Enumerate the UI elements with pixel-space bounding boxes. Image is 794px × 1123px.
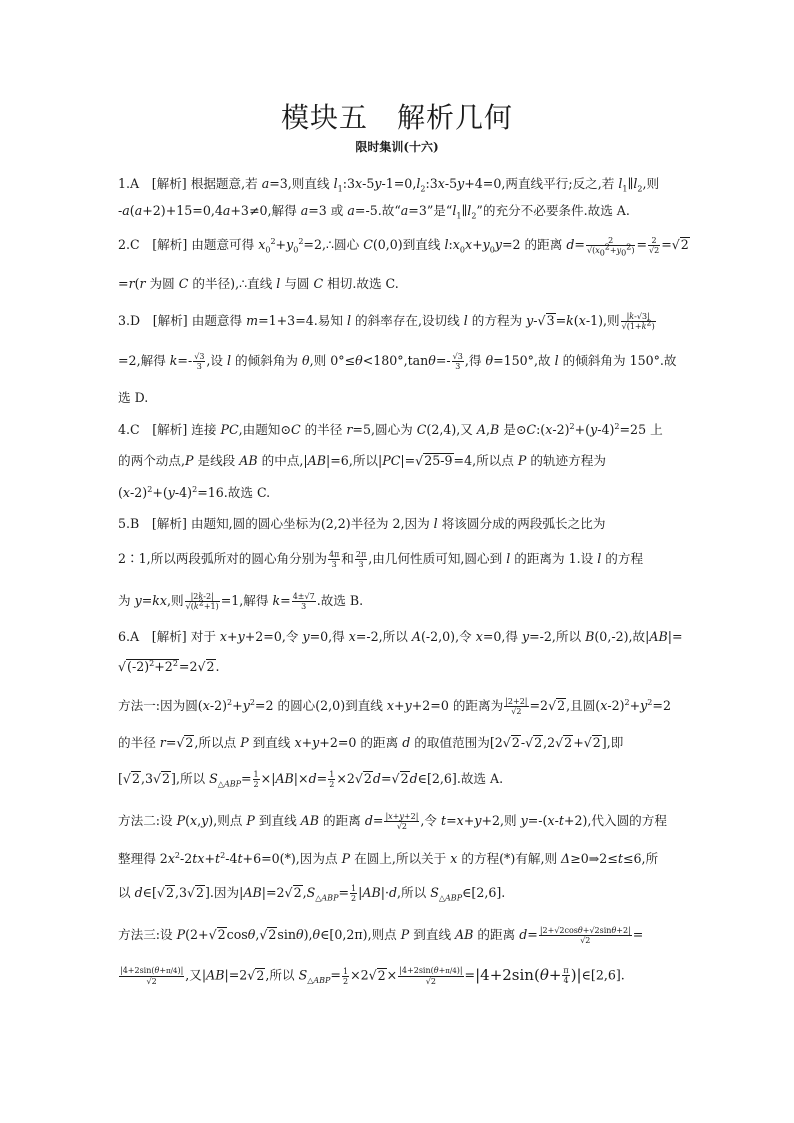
page-title: 模块五 解析几何 (280, 101, 513, 134)
answer-4-line-2: 的两个动点,P 是线段 AB 的中点,|AB|=6,所以|PC|=√25-9=4,所以点 P 的轨迹方程为 (118, 453, 606, 468)
method-1-line-2: 的半径 r=√2,所以点 P 到直线 x+y+2=0 的距离 d 的取值范围为[2√2-√2,2√2+√2],即 (118, 735, 624, 750)
method-1-line-3: [√2,3√2],所以 $S_{\triangle ABP}=$ $\frac{1}{2}$ ×|AB|×d= $\frac{1}{2}$ ×2√2d=√2d∈[2,6].故选 A. (118, 770, 504, 789)
answer-2-line-2: =r(r 为圆 C 的半径),∴直线 l 与圆 C 相切.故选 C. (118, 276, 399, 291)
method-3-line-1: 方法三:设 P(2+√2cosθ,√2sinθ),θ∈[0,2π),则点 P 到直线 AB 的距离 d= $\frac{|2+√2\cos\theta+√2\sin\theta+2|}{√2}$ = (118, 926, 644, 945)
method-3-line-2: $\frac{|4+2\sin(\theta+\pi/4)|}{√2}$ ,又|AB|=2√2,所以 $S_{\triangle ABP}=$ $\frac{1}{2}$ ×2√2× $\frac{|4+2\sin(\theta+\pi/4)|}{√2}$ =|4+2sin(θ+ $\frac{\pi}{4}$ )|∈[2,6]. (120, 965, 625, 986)
answer-5-line-3: 为 y=kx,则 $\frac{|2k-2|}{√(k^2+1)}$ =1,解得 k= $\frac{4\pm√7}{3}$ .故选 B. (118, 592, 364, 611)
answer-5-line-2: 2∶1,所以两段弧所对的圆心角分别为 $\frac{4\pi}{3}$ 和 $\frac{2\pi}{3}$ ,由几何性质可知,圆心到 l 的距离为 1.设 l 的方程 (118, 550, 644, 569)
answer-4-line-3: $(x-2)^2+(y-4)^2=16$.故选 C. (118, 484, 271, 500)
method-2-line-1: 方法二:设 P(x,y),则点 P 到直线 AB 的距离 d= $\frac{|x+y+2|}{√2}$ ,令 t=x+y+2,则 y=-(x-t+2),代入圆的方程 (118, 812, 667, 831)
answer-6-line-2: $√(-2)^2+2^2=2√2$. (118, 658, 220, 674)
method-1-line-1: 方法一:因为圆$(x-2)^2+y^2=2$ 的圆心(2,0)到直线 x+y+2=0 的距离为 $\frac{|2+2|}{√2}$ =2√2,且圆$(x-2)^2+y^2=2$ (118, 697, 671, 716)
answer-3-line-3: 选 D. (118, 390, 149, 405)
answer-3-line-2: =2,解得 k=- $\frac{√3}{3}$ ,设 l 的倾斜角为 θ,则 0°≤θ<180°,tanθ=- $\frac{√3}{3}$ ,得 θ=150°,故 l 的倾斜角为 150°.故 (118, 352, 677, 371)
answer-4-line-1: 4.C [解析] 连接 PC,由题知⊙C 的半径 r=5,圆心为 C(2,4),又 A,B 是$⊙C:(x-2)^2+(y-4)^2=25$ 上 (118, 421, 663, 437)
method-2-line-2: 整理得 $2x^2-2tx+t^2-4t+6=0(*)$,因为点 P 在圆上,所以关于 x 的方程(*)有解,则 Δ≥0⇒2≤t≤6,所 (118, 850, 659, 866)
answer-3-line-1: 3.D [解析] 由题意得 m=1+3=4.易知 l 的斜率存在,设切线 l 的方程为 y-√3=k(x-1),则 $\frac{|k-√3|}{√(1+k^2)}$ (118, 312, 655, 331)
answer-6-line-1: 6.A [解析] 对于 x+y+2=0,令 y=0,得 x=-2,所以 A(-2,0),令 x=0,得 y=-2,所以 B(0,-2),故|AB|= (118, 629, 683, 644)
answer-1-line-2: -a(a+2)+15=0,4a+3≠0,解得 a=3 或 a=-5.故“a=3”是“$l_1\parallel l_2$”的充分不必要条件.故选 A. (118, 203, 630, 221)
answer-2-line-1: 2.C [解析] 由题意可得 $x_0^2+y_0^2=2,\therefore$圆心 C(0,0)到直线 $l:x_0x+y_0y=2$ 的距离 d= $\frac{2}{√(x_0^2+y_0^2)}$ = $\frac{2}{√2}$ =√2 (118, 236, 689, 258)
page-subtitle: 限时集训(十六) (355, 140, 439, 154)
answer-5-line-1: 5.B [解析] 由题知,圆的圆心坐标为(2,2)半径为 2,因为 l 将该圆分成的两段弧长之比为 (118, 516, 606, 531)
answer-1-line-1: 1.A [解析] 根据题意,若 a=3,则直线 $l_1:3x-5y-1=0,l_2:3x-5y+4=0$,两直线平行;反之,若 $l_1\parallel l_2$,则 (118, 176, 660, 194)
method-2-line-3: 以 d∈[√2,3√2].因为$|AB|=2√2,S_{\triangle ABP}=$ $\frac{1}{2}$ |AB|·d,所以 $S_{\triangle ABP}\in[2,6]$. (118, 884, 506, 903)
